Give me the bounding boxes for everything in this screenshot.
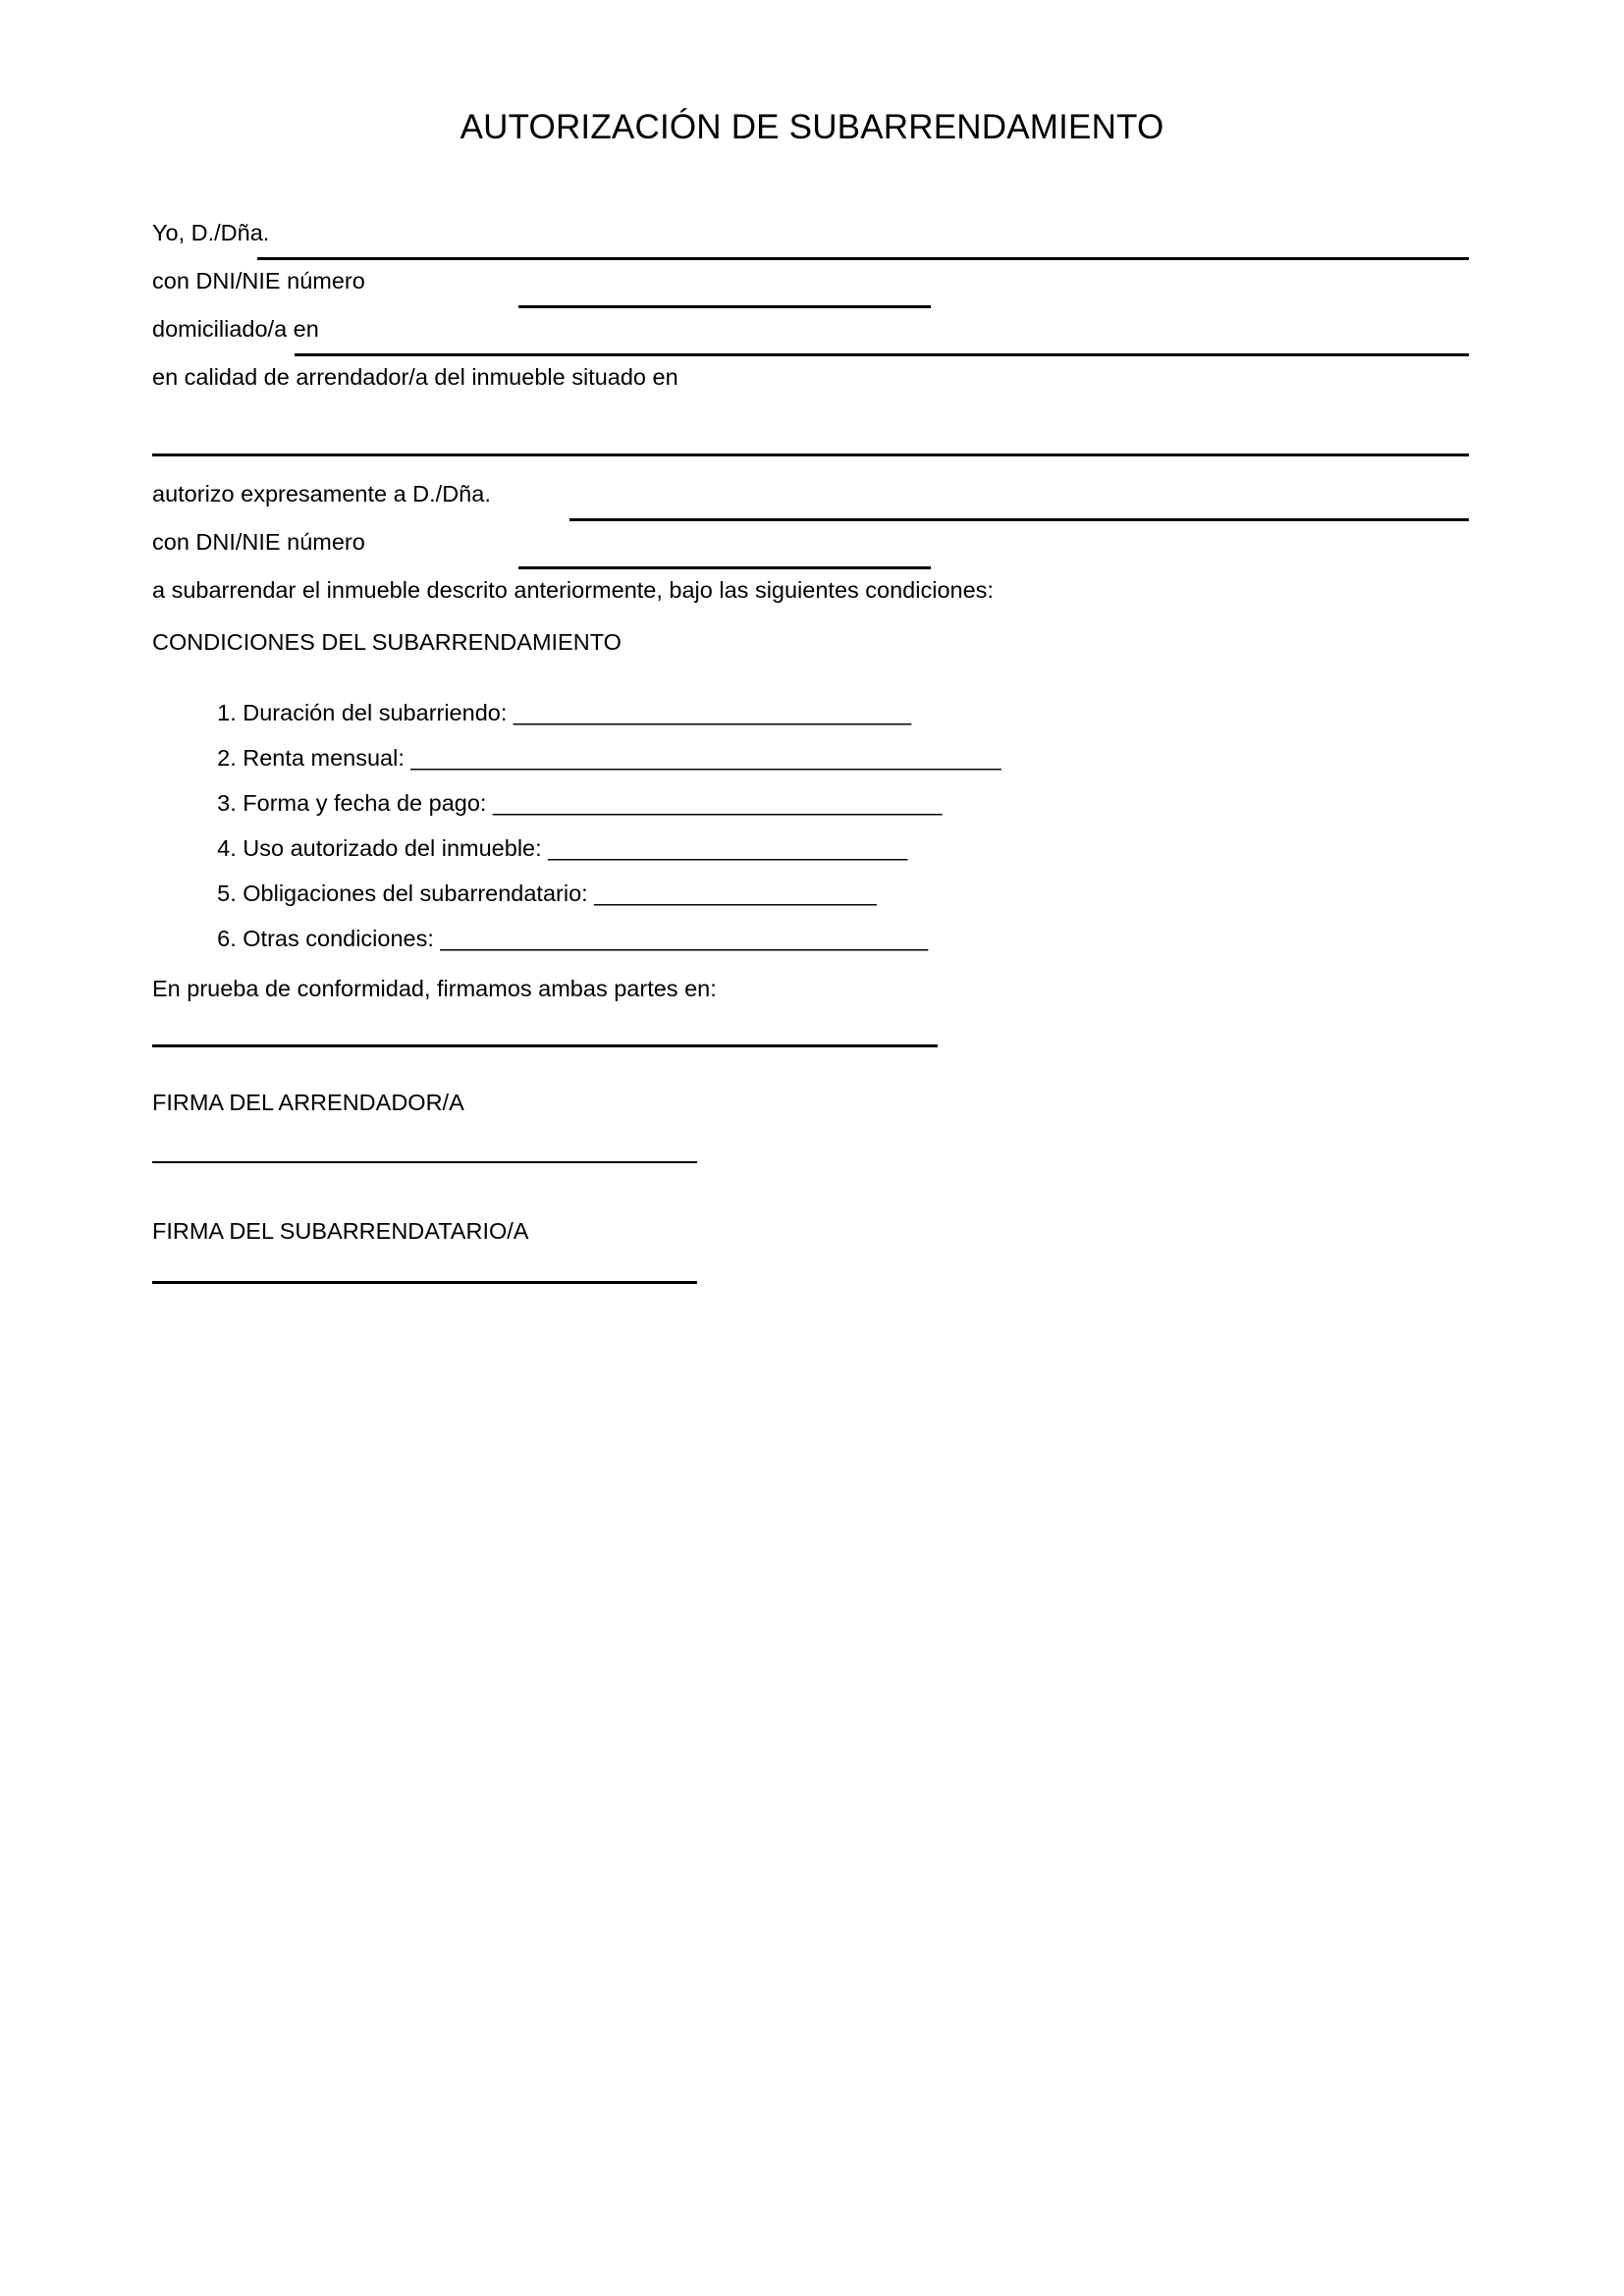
conditions-heading: CONDICIONES DEL SUBARRENDAMIENTO	[152, 629, 622, 655]
landlord-dni-fill-line[interactable]	[518, 305, 931, 308]
condition-number: 1.	[217, 699, 237, 725]
subtenant-signature-line[interactable]	[152, 1281, 697, 1284]
subtenant-dni-label: con DNI/NIE número	[152, 529, 365, 555]
condition-number: 3.	[217, 789, 237, 816]
purpose-text: a subarrendar el inmueble descrito anteriormente, bajo las siguientes condiciones:	[152, 577, 994, 603]
property-address-fill-line[interactable]	[152, 454, 1469, 456]
condition-fill[interactable]: ______________________________________	[440, 925, 929, 951]
condition-number: 2.	[217, 744, 237, 771]
condition-item-6	[191, 904, 928, 974]
condition-fill[interactable]: ______________________________________________	[410, 744, 1001, 771]
condition-fill[interactable]: ____________________________	[548, 834, 908, 861]
landlord-signature-line[interactable]	[152, 1161, 697, 1163]
condition-number: 5.	[217, 880, 237, 906]
subtenant-name-fill-line[interactable]	[569, 518, 1469, 521]
condition-number: 6.	[217, 925, 237, 951]
subtenant-dni-fill-line[interactable]	[518, 566, 931, 569]
conformity-text: En prueba de conformidad, firmamos ambas partes en:	[152, 976, 717, 1001]
landlord-dni-label: con DNI/NIE número	[152, 268, 365, 294]
property-capacity-label: en calidad de arrendador/a del inmueble situado en	[152, 364, 678, 390]
subtenant-signature-label: FIRMA DEL SUBARRENDATARIO/A	[152, 1218, 529, 1244]
condition-label: Renta mensual:	[243, 744, 405, 771]
landlord-address-label: domiciliado/a en	[152, 316, 319, 342]
page-title: AUTORIZACIÓN DE SUBARRENDAMIENTO	[460, 108, 1164, 146]
landlord-name-fill-line[interactable]	[257, 257, 1469, 260]
condition-fill[interactable]: ______________________	[594, 880, 877, 906]
landlord-address-fill-line[interactable]	[295, 353, 1469, 356]
condition-label: Uso autorizado del inmueble:	[243, 834, 542, 861]
condition-number: 4.	[217, 834, 237, 861]
condition-label: Otras condiciones:	[243, 925, 434, 951]
landlord-signature-label: FIRMA DEL ARRENDADOR/A	[152, 1090, 464, 1115]
condition-fill[interactable]: ___________________________________	[493, 789, 943, 816]
landlord-name-label: Yo, D./Dña.	[152, 220, 270, 245]
authorize-label: autorizo expresamente a D./Dña.	[152, 481, 491, 507]
place-date-fill-line[interactable]	[152, 1044, 938, 1047]
condition-label: Forma y fecha de pago:	[243, 789, 487, 816]
condition-label: Duración del subarriendo:	[243, 699, 508, 725]
condition-label: Obligaciones del subarrendatario:	[243, 880, 588, 906]
condition-fill[interactable]: _______________________________	[513, 699, 912, 725]
